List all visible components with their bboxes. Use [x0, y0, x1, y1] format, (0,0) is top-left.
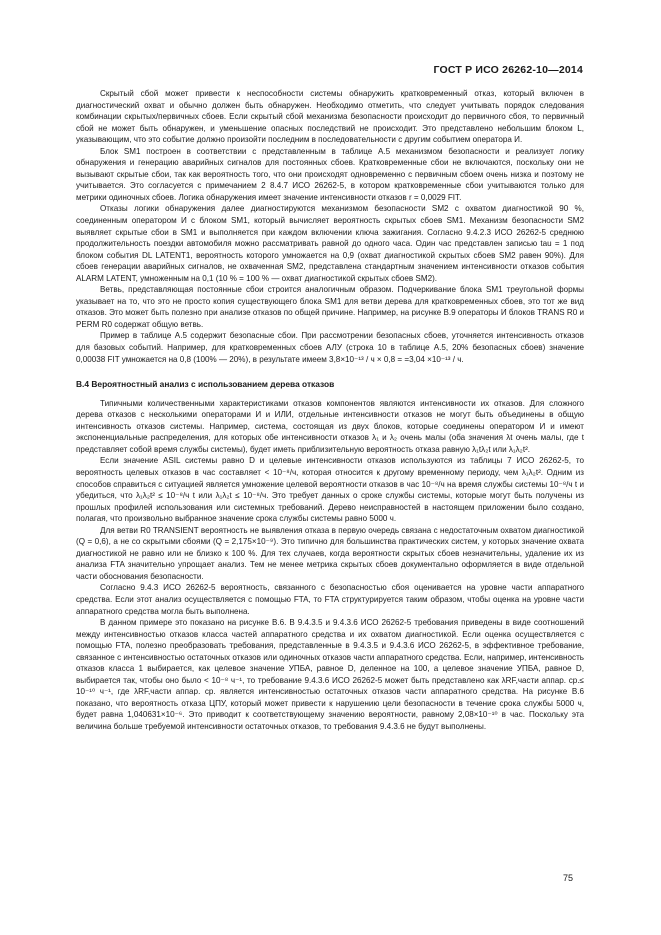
- standard-header: ГОСТ Р ИСО 26262-10—2014: [433, 64, 583, 76]
- paragraph: Типичными количественными характеристиками отказов компонентов являются интенсивности их отказов. Для сложного дерева отказов с несколькими операторами И и ИЛИ, отдельные интенсивности отказов не могут быть объединены в общую интенсивность отказов системы. Например, система, состоящая из двух блоков, которые соединены оператором И и имеют экспоненциальные распределения, для которых обе интенсивности отказов λ₁ и λ₂ очень малы (оба значения λt очень малы, где t представляет собой время службы системы), будет иметь приблизительную вероятность отказа равную λ₁tλ₂t или λ₁λ₂t².: [76, 398, 584, 454]
- paragraph: Согласно 9.4.3 ИСО 26262-5 вероятность, связанного с безопасностью сбоя оценивается на уровне части аппаратного средства. Если этот анализ осуществляется с помощью FTA, то FTA структурируется таким образом, чтобы оценка на уровне части аппаратного средства могла быть выполнена.: [76, 583, 584, 616]
- section-title: В.4 Вероятностный анализ с использованием дерева отказов: [76, 379, 335, 390]
- paragraph: Блок SM1 построен в соответствии с представленным в таблице А.5 механизмом безопасности и реализует логику обнаружения и генерацию аварийных сигналов для постоянных сбоев. Кратковременные сбои не включаются, поскольку они не вызывают скрытые сбои, так как вероятность того, что они происходят одновременно с первичным сбоем очень низка и поэтому не учитывается. Это согласуется с примечанием 2 8.4.7 ИСО 26262-5, в котором кратковременные сбои учитываются только для метрики одиночных сбоев. Логика обнаружения имеет значение интенсивности отказов r = 0,0029 FIT.: [76, 146, 584, 202]
- paragraph: Пример в таблице А.5 содержит безопасные сбои. При рассмотрении безопасных сбоев, уточняется интенсивность отказов для базовых событий. Например, для кратковременных сбоев АЛУ (строка 10 в таблице А.5, 20% безопасных сбоев) значение 0,00038 FIT умножается на 0,8 (100% — 20%), в результате имеем 3,8×10⁻¹³ / ч × 0,8 = =3,04 ×10⁻¹³ / ч.: [76, 331, 584, 364]
- paragraph: Для ветви R0 TRANSIENT вероятность не выявления отказа в первую очередь связана с недостаточным охватом диагностикой (Q = 0,6), а не со скрытыми сбоями (Q = 2,175×10⁻⁹). Это типично для большинства практических систем, у которых значение охвата диагностикой не равно или не близко к 100 %. Для тех случаев, когда вероятности скрытых сбоев незначительны, удаление их из анализа FTA значительно упрощает анализ. Тем не менее метрика скрытых сбоев документально оформляется в виде отдельной части обоснования безопасности.: [76, 525, 584, 581]
- paragraph: Отказы логики обнаружения далее диагностируются механизмом безопасности SM2 с охватом диагностикой 90 %, соединенным оператором И с блоком SM1, который вычисляет вероятность скрытых сбоев SM1. Механизм безопасности SM2 выявляет скрытые сбои в SM1 и выполняется при каждом включении ключа зажигания. Согласно 9.4.2.3 ИСО 26262-5 среднюю продолжительность поездки автомобиля можно рассматривать равной до одного часа. Один час представлен записью tau = 1 под блоком события DL LATENT1, вероятность которого умножается на 0,9 (охват диагностикой скрытых сбоев SM2 равен 90%). Для сбоев генерации аварийных сигналов, не охваченная SM2, представлена стандартным значением интенсивности отказов события ALARM LATENT, умноженным на 0,1 (10 % = 100 % — охват диагностикой скрытых сбоев SM2).: [76, 204, 584, 283]
- paragraph: Если значение ASIL системы равно D и целевые интенсивности отказов используются из таблицы 7 ИСО 26262-5, то вероятность целевых отказов в час составляет < 10⁻⁸/ч, которая относится к другому временному периоду, чем λ₁λ₂t². Одним из способов справиться с ситуацией является умножение целевой вероятности отказов в час 10⁻⁸/ч на время службы системы 10⁻⁸/ч t и убедиться, что λ₁λ₂t² ≤ 10⁻⁸/ч t или λ₁λ₂t ≤ 10⁻⁸/ч. Это требует данных о сроке службы системы, которые могут быть получены из прошлых профилей использования или системных требований. Дерево неисправностей в настоящем приложении было создано, полагая, что произвольно выбранное значение срока службы системы равно 5000 ч.: [76, 456, 584, 524]
- document-body: [76, 88, 584, 733]
- paragraph: В данном примере это показано на рисунке В.6. В 9.4.3.5 и 9.4.3.6 ИСО 26262-5 требования приведены в виде соотношений между интенсивностью отказов класса частей аппаратного средства и их охватом диагностикой. Если оценка осуществляется с помощью FTA, полезно преобразовать требования, представленные в 9.4.3.5 и 9.4.3.6 ИСО 26262-5, в эффективное требование, связанное с интенсивностью остаточных отказов или одиночных отказов части аппаратного средства. Если, например, интенсивность отказов класса 1 выбирается, как целевое значение УПБА, равное D, деленное на 100, а целевое значение УПБА, равное D, выбирается так, чтобы оно было < 10⁻⁸ ч⁻¹, то требование 9.4.3.6 ИСО 26262-5 может быть представлено как λRF,части аппар. ср.≤ 10⁻¹⁰ ч⁻¹, где λRF,части аппар. ср. является интенсивностью остаточных отказов части аппаратного средства. На рисунке В.6 показано, что вероятность отказа ЦПУ, который может привести к нарушению цели безопасности в течение срока службы 5000 ч, будет равна 1,040631×10⁻⁶. Это приводит к соответствующему значению вероятности, равному 2,08×10⁻¹⁰ в час. Поскольку эта величина больше требуемой интенсивности остаточных отказов, то требования 9.4.3.6 не будут выполнены.: [76, 618, 584, 731]
- page-number: 75: [562, 873, 573, 883]
- paragraph: Скрытый сбой может привести к неспособности системы обнаружить кратковременный отказ, который включен в диагностический охват и обычно должен быть обнаружен. Необходимо отметить, что следует учитывать порядок следования комбинации скрытых/первичных сбоев. Если скрытый сбой механизма безопасности происходит до первичного сбоя, то первичный сбой не может быть обнаружен, и уменьшение опасных последствий не происходит. Это представлено небольшим блоком L, указывающим, что это событие должно произойти последним в последовательности с другим событием оператора И.: [76, 89, 584, 145]
- paragraph: Ветвь, представляющая постоянные сбои строится аналогичным образом. Подчеркивание блока SM1 треугольной формы указывает на то, что это не просто копия существующего блока SM1 для ветви дерева для кратковременных сбоев, это тот же вид отказов. Это может быть полезно при анализе отказов по общей причине. Например, на рисунке В.9 операторы И блоков TRANS R0 и PERM R0 содержат общую ветвь.: [76, 285, 584, 329]
